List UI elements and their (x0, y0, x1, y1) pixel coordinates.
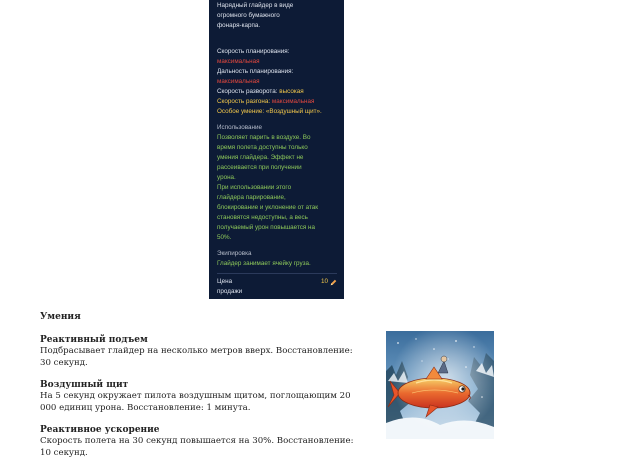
tooltip-description-line: Нарядный глайдер в виде (217, 2, 294, 9)
turn-speed-label: Скорость разворота: (217, 88, 278, 95)
price-label-line: Цена (217, 278, 233, 285)
usage-line: глайдера парирование, (217, 194, 286, 201)
price-label (217, 277, 242, 297)
accel-speed-label: Скорость разгона: (217, 98, 271, 105)
skill-title: Воздушный щит (40, 380, 129, 390)
skill-description-line: На 5 секунд окружает пилота воздушным щитом, поглощающим 20 (40, 391, 351, 401)
skill-description-line: Скорость полета на 30 секунд повышается на 30%. Восстановление: (40, 436, 354, 446)
skill-description-line: 30 секунд. (40, 357, 88, 368)
accel-speed-value: максимальная (271, 98, 315, 105)
skill-item (40, 424, 360, 459)
skill-description-line: Подбрасывает глайдер на несколько метров вверх. Восстановление: (40, 346, 353, 356)
skill-item (40, 379, 360, 414)
skills-section (40, 311, 360, 469)
turn-speed-value: высокая (279, 88, 304, 95)
glide-speed-label: Скорость планирования: (217, 48, 290, 55)
accel-speed-row (217, 97, 337, 107)
usage-line: 50%. (217, 234, 232, 241)
skill-description-line: 10 секунд. (40, 447, 88, 458)
usage-heading: Использование (217, 124, 262, 131)
glide-range-value: максимальная (217, 78, 260, 85)
tooltip-divider (217, 273, 337, 274)
tooltip-description-line: фонаря-карпа. (217, 22, 261, 29)
skill-description-line: 000 единиц урона. Восстановление: 1 минута. (40, 402, 251, 413)
usage-line: блокирование и уклонение от атак (217, 204, 319, 211)
price-value: 10 (320, 278, 328, 285)
glide-range-label: Дальность планирования: (217, 68, 294, 75)
tooltip-description-line: огромного бумажного (217, 12, 280, 19)
usage-line: становятся недоступны, а весь (217, 214, 308, 221)
koi-glider-image (386, 331, 494, 439)
usage-line: Позволяет парить в воздухе. Во (217, 134, 311, 141)
usage-line: урона. (217, 174, 236, 181)
usage-line: рассеивается при получении (217, 164, 302, 171)
special-ability-value: «Воздушный щит». (265, 108, 322, 115)
usage-line: умения глайдера. Эффект не (217, 154, 304, 161)
special-ability-label: Особое умение: (217, 108, 265, 115)
skill-title: Реактивный подъем (40, 335, 148, 345)
pencil-icon (330, 279, 337, 286)
turn-speed-row (217, 87, 337, 97)
skill-title: Реактивное ускорение (40, 425, 160, 435)
glider-artwork (386, 331, 494, 439)
special-ability-row (217, 107, 337, 117)
price-value-group (321, 277, 337, 287)
skills-heading: Умения (40, 312, 81, 322)
usage-line: При использовании этого (217, 184, 292, 191)
usage-line: время полета доступны только (217, 144, 308, 151)
price-label-line: продажи (217, 288, 243, 295)
price-row (217, 277, 337, 297)
equip-text: Глайдер занимает ячейку груза. (217, 260, 311, 267)
item-tooltip (209, 0, 344, 299)
skill-item (40, 334, 360, 369)
equip-heading: Экипировка (217, 250, 252, 257)
glide-speed-value: максимальная (217, 58, 260, 65)
usage-line: получаемый урон повышается на (217, 224, 316, 231)
